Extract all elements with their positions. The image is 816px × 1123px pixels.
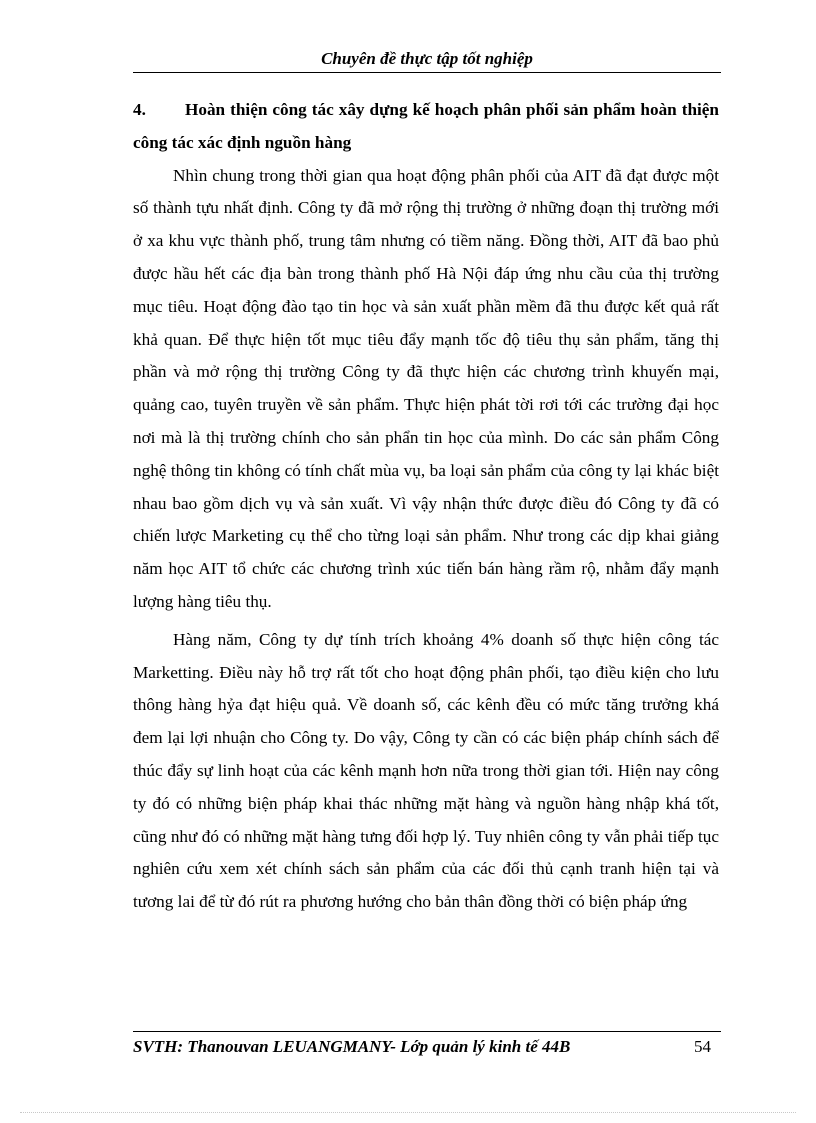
running-footer <box>133 1035 721 1059</box>
page-content <box>133 94 719 919</box>
section-title: Hoàn thiện công tác xây dựng kế hoạch phân phối sản phẩm hoàn thiện công tác xác định nguồn hàng <box>133 100 719 152</box>
page-number: 54 <box>694 1037 711 1056</box>
running-header: Chuyên đề thực tập tốt nghiệp <box>321 49 533 68</box>
section-number: 4. <box>133 100 146 119</box>
section-heading <box>133 94 719 160</box>
page-bottom-dotted-line <box>20 1112 796 1113</box>
paragraph-2: Hàng năm, Công ty dự tính trích khoảng 4% doanh số thực hiện công tác Marketting. Điều này hỗ trợ rất tốt cho hoạt động phân phối, tạo điều kiện cho lưu thông hàng hỷa đạt hiệu quả. Về doanh số, các kênh đều có mức tăng trưởng khá đem lại lợi nhuận cho Công ty. Do vậy, Công ty cần có các biện pháp chính sách để thúc đẩy sự linh hoạt của các kênh mạnh hơn nữa trong thời gian tới. Hiện nay công ty đó có những biện pháp khai thác những mặt hàng và nguồn hàng nhập khá tốt, cũng như đó có những mặt hàng tưng đối hợp lý. Tuy nhiên công ty vẫn phải tiếp tục nghiên cứu xem xét chính sách sản phẩm của các đối thủ cạnh tranh hiện tại và tương lai để từ đó rút ra phương hướng cho bản thân đồng thời có biện pháp ứng <box>133 629 719 912</box>
footer-divider <box>133 1031 721 1032</box>
footer-author: SVTH: Thanouvan LEUANGMANY- Lớp quản lý kinh tế 44B <box>133 1037 571 1056</box>
header-divider <box>133 72 721 73</box>
paragraph-1: Nhìn chung trong thời gian qua hoạt động phân phối của AIT đã đạt được một số thành tựu nhất định. Công ty đã mở rộng thị trường ở những đoạn thị trường mới ở xa khu vực thành phố, trung tâm nhưng có tiềm năng. Đồng thời, AIT đã bao phủ được hầu hết các địa bàn trong thành phố Hà Nội đáp ứng nhu cầu của thị trường mục tiêu. Hoạt động đào tạo tin học và sản xuất phần mềm đã thu được kết quả rất khả quan. Để thực hiện tốt mục tiêu đẩy mạnh tốc độ tiêu thụ sản phẩm, tăng thị phần và mở rộng thị trường Công ty đã thực hiện các chương trình khuyến mại, quảng cao, tuyên truyền về sản phẩm. Thực hiện phát tời rơi tới các trường đại học nơi mà là thị trường chính cho sản phẩn tin học của mình. Do các sản phẩm Công nghệ thông tin không có tính chất mùa vụ, ba loại sản phẩm của công ty lại khác biệt nhau bao gồm dịch vụ và sản xuất. Vì vậy nhận thức được điều đó Công ty đã có chiến lược Marketing cụ thể cho từng loại sản phẩm. Như trong các dịp khai giảng năm học AIT tổ chức các chương trình xúc tiến bán hàng rầm rộ, nhằm đẩy mạnh lượng hàng tiêu thụ. <box>133 165 719 611</box>
